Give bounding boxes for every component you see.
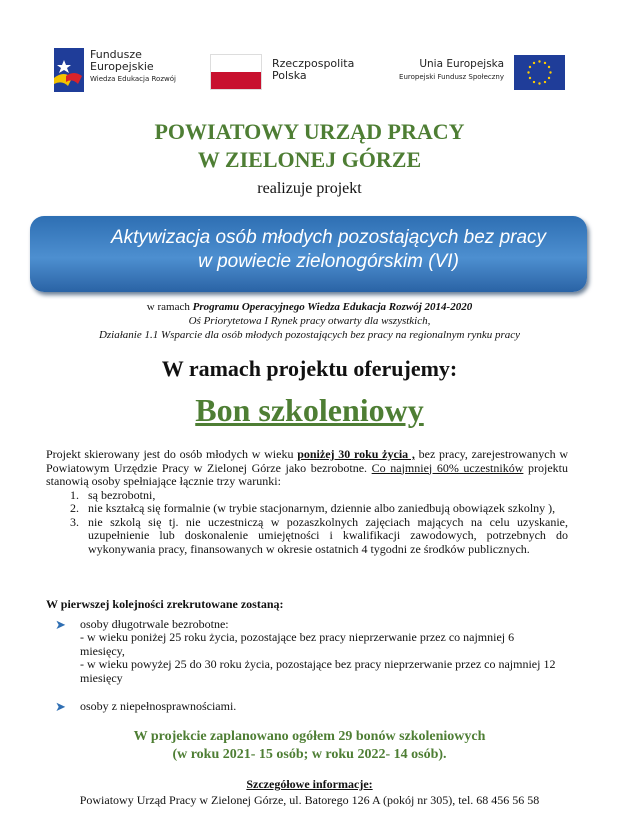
share: Co najmniej 60% uczestników <box>371 460 524 475</box>
rp-line1: Rzeczpospolita <box>272 57 355 70</box>
recruitment-subitem: - w wieku poniżej 25 roku życia, pozostające bez pracy nieprzerwanie przez co najmniej 6 miesięcy, <box>80 630 515 658</box>
condition-item: 2. nie kształcą się formalnie (w trybie stacjonarnym, dziennie albo zaniedbują obowiązek szkolny ), <box>82 502 568 516</box>
banner-line2: w powiecie zielonogórskim (VI) <box>198 251 459 272</box>
recruitment-subitem: - w wieku powyżej 25 do 30 roku życia, pozostające bez pracy nieprzerwanie przez co najmniej 12 miesięcy <box>80 657 556 685</box>
banner-line1: Aktywizacja osób młodych pozostających bez pracy <box>110 227 547 248</box>
program-line1 <box>0 300 619 314</box>
contact-heading: Szczegółowe informacje: <box>246 777 373 791</box>
title-line2: W ZIELONEJ GÓRZE <box>197 147 422 172</box>
eu-flag-icon <box>514 55 565 90</box>
age-limit: poniżej 30 roku życia , <box>297 447 415 461</box>
condition-item: 3. nie szkolą się tj. nie uczestniczą w pozaszkolnych zajęciach mających na celu uzyskanie, uzupełnienie lub doskonalenie umiejętności i kwalifikacji zawodowych, potrzebnych do wykonywania pracy, finansowanych w okresie ostatnich 4 tygodni ze środków publicznych. <box>82 516 568 557</box>
eu-star <box>538 82 540 84</box>
summary-line2: (w roku 2021- 15 osób; w roku 2022- 14 osób). <box>172 747 447 762</box>
contact-text: Powiatowy Urząd Pracy w Zielonej Górze, ul. Batorego 126 A (pokój nr 305), tel. 68 456 56 58 <box>79 793 540 807</box>
subtitle: realizuje projekt <box>257 180 362 197</box>
eu-star <box>548 77 550 79</box>
eu-star <box>544 81 546 83</box>
logo-unia-europejska <box>380 58 504 81</box>
eu-star <box>529 66 531 68</box>
project-banner <box>30 216 587 292</box>
eu-star <box>544 62 546 64</box>
eu-star <box>548 66 550 68</box>
text: Projekt skierowany jest do osób młodych w wieku <box>46 447 298 461</box>
eu-star <box>549 71 551 73</box>
conditions-list <box>82 489 568 557</box>
program-line2: Oś Priorytetowa I Rynek pracy otwarty dla wszystkich, <box>188 315 431 327</box>
text: bez pracy, zarejestrowanych w Powiatowym Urzędzie Pracy w Zielonej Górze jako bezrobotne. <box>46 447 568 475</box>
recruitment-item: osoby z niepełnosprawnościami. <box>80 699 237 713</box>
eu-star <box>529 77 531 79</box>
recruitment-item: osoby długotrwale bezrobotne: <box>80 616 229 631</box>
arrow-bullet-icon: ➤ <box>55 699 66 714</box>
eu-star <box>533 62 535 64</box>
program-prefix: w ramach <box>146 301 193 313</box>
eligibility-paragraph <box>46 448 568 556</box>
recruitment-section <box>46 598 576 714</box>
ue-line2: Europejski Fundusz Społeczny <box>399 73 504 81</box>
program-line3: Działanie 1.1 Wsparcie dla osób młodych pozostających bez pracy na regionalnym rynku pracy <box>98 329 521 341</box>
condition-item: 1. są bezrobotni, <box>82 489 568 503</box>
offer-heading: W ramach projektu oferujemy: <box>161 356 458 381</box>
poland-flag-icon <box>210 54 262 90</box>
eu-star <box>538 60 540 62</box>
fe-logo-icon <box>54 48 84 92</box>
program-name: Programu Operacyjnego Wiedza Edukacja Rozwój 2014-2020 <box>192 301 473 313</box>
eu-star <box>533 81 535 83</box>
recruitment-heading: W pierwszej kolejności zrekrutowane zostaną: <box>46 597 284 611</box>
fe-line1: Fundusze <box>90 48 142 61</box>
fe-line3: Wiedza Edukacja Rozwój <box>90 75 176 83</box>
offer-product: Bon szkoleniowy <box>195 392 424 428</box>
logo-rzeczpospolita-polska <box>210 54 355 90</box>
rp-line2: Polska <box>272 69 307 82</box>
text: projektu stanowią osoby spełniające łącznie trzy warunki: <box>46 460 568 488</box>
ue-line1: Unia Europejska <box>419 58 504 70</box>
title-line1: POWIATOWY URZĄD PRACY <box>154 119 465 144</box>
summary-line1: W projekcie zaplanowano ogółem 29 bonów szkoleniowych <box>133 729 486 744</box>
logo-fundusze-europejskie <box>54 48 194 92</box>
arrow-bullet-icon: ➤ <box>55 616 66 632</box>
eu-star <box>527 71 529 73</box>
fe-line2: Europejskie <box>90 60 154 73</box>
